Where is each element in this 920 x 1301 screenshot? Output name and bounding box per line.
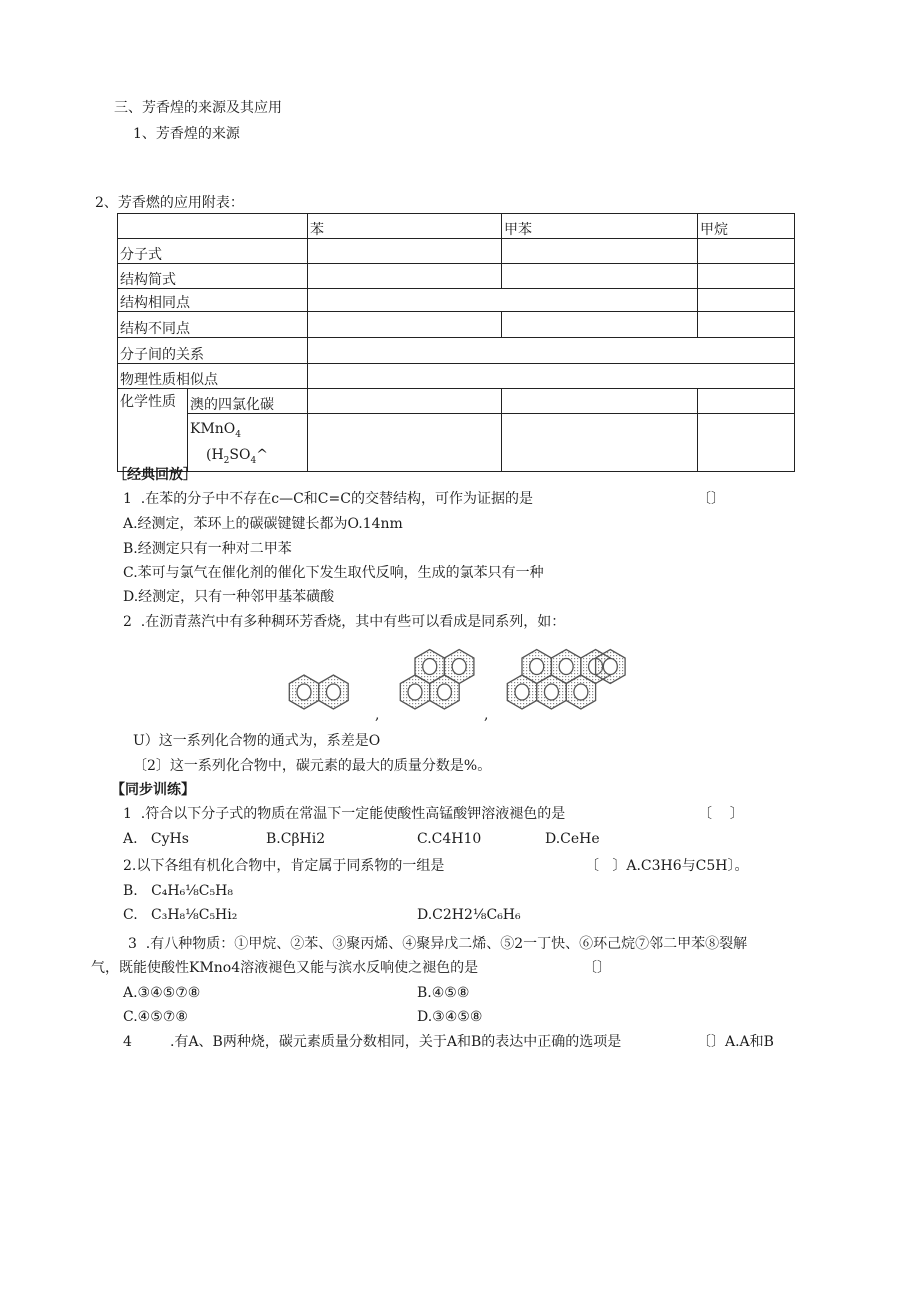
aromatic-circle — [423, 659, 437, 675]
sync-q1-paren: 〔 〕 — [698, 806, 744, 822]
sync-q2-paren: 〔 〕A.C3H6与C5H〕。 — [585, 858, 749, 874]
sync-q3-c[interactable]: C.④⑤⑦⑧ — [123, 1009, 188, 1025]
subsection-application: 2、芳香燃的应用附表： — [95, 195, 244, 211]
cell[interactable] — [502, 389, 698, 414]
diagram-separator: , — [484, 707, 489, 723]
sync-q1: 1 .符合以下分子式的物质在常温下一定能使酸性高锰酸钾溶液褪色的是 — [123, 806, 566, 822]
row-label-formula: 分子式 — [118, 239, 308, 264]
cell[interactable] — [308, 264, 502, 289]
cell[interactable] — [308, 289, 698, 312]
col-header-methane: 甲烷 — [698, 214, 795, 239]
classic-q2: 2 .在沥青蒸汽中有多种稠环芳香烧，其中有些可以看成是同系列，如： — [123, 614, 566, 630]
row-label-diff: 结构不同点 — [118, 312, 308, 338]
sync-q3-paren: 〔〕 — [583, 960, 611, 976]
aromatic-circle — [297, 684, 311, 700]
cell[interactable] — [502, 414, 698, 472]
polycyclic-aromatics-diagram — [280, 640, 640, 730]
aromatic-circle — [452, 659, 466, 675]
row-label-bromine: 澳的四氯化碳 — [188, 389, 308, 414]
sync-q3-line2: 气，既能使酸性KMno4溶液褪色又能与滨水反响使之褪色的是 — [91, 960, 479, 976]
section-title: 三、芳香煌的来源及其应用 — [114, 100, 282, 116]
sync-q2: 2.以下各组有机化合物中，肯定属于同系物的一组是 — [123, 858, 445, 874]
aromatic-circle — [326, 684, 340, 700]
sync-q3-a[interactable]: A.③④⑤⑦⑧ — [123, 985, 201, 1001]
subsection-source: 1、芳香煌的来源 — [133, 126, 240, 142]
cell[interactable] — [308, 312, 502, 338]
aromatic-table — [117, 213, 795, 472]
aromatic-circle — [559, 659, 573, 675]
classic-q1: 1 .在苯的分子中不存在c—C和C=C的交替结构，可作为证据的是 — [123, 491, 533, 507]
row-label-chemical: 化学性质 — [118, 389, 188, 472]
sync-q3-b[interactable]: B.④⑤⑧ — [417, 985, 470, 1001]
cell[interactable] — [698, 312, 795, 338]
cell[interactable] — [698, 289, 795, 312]
row-label-physical: 物理性质相似点 — [118, 364, 308, 389]
row-label-structure: 结构简式 — [118, 264, 308, 289]
aromatic-circle — [530, 659, 544, 675]
aromatic-circle — [574, 684, 588, 700]
cell[interactable] — [502, 264, 698, 289]
sync-q1-a[interactable]: A. CyHs — [123, 831, 189, 847]
col-header-benzene: 苯 — [308, 214, 502, 239]
aromatic-circle — [544, 684, 558, 700]
row-label-kmno4: KMnO$_4$ ($H_2SO_4\^{}$ — [188, 414, 308, 472]
aromatic-circle — [515, 684, 529, 700]
aromatic-circle — [603, 659, 617, 675]
sync-heading: 【同步训练】 — [111, 782, 195, 798]
table-corner — [118, 214, 308, 239]
cell[interactable] — [698, 389, 795, 414]
cell[interactable] — [502, 312, 698, 338]
sync-q1-c[interactable]: C.C4H10 — [417, 831, 482, 847]
sync-q3-line1: 3 .有八种物质：①甲烷、②苯、③聚丙烯、④聚异戊二烯、⑤2一丁快、⑥环己烷⑦邻二甲苯⑧裂解 — [128, 936, 748, 952]
sync-q4: .有A、B两种烧，碳元素质量分数相同，关于A和B的表达中正确的选项是 — [170, 1034, 622, 1050]
classic-heading: ［经典回放］ — [113, 467, 197, 483]
sync-q2-d[interactable]: D.C2H2⅛C₆H₆ — [417, 907, 521, 923]
cell[interactable] — [698, 264, 795, 289]
sync-q2-b[interactable]: B. C₄H₆⅛C₅H₈ — [123, 883, 233, 899]
sync-q3-d[interactable]: D.③④⑤⑧ — [417, 1009, 483, 1025]
cell[interactable] — [308, 239, 502, 264]
row-label-same: 结构相同点 — [118, 289, 308, 312]
sync-q4-number: 4 — [123, 1034, 132, 1050]
classic-q1-a[interactable]: A.经测定，苯环上的碳碳键键长都为O.14nm — [123, 516, 403, 532]
classic-q1-c[interactable]: C.苯可与氯气在催化剂的催化下发生取代反响，生成的氯苯只有一种 — [123, 565, 544, 581]
sync-q2-c[interactable]: C. C₃H₈⅛C₅Hi₂ — [123, 907, 238, 923]
classic-q1-paren: 〔〕 — [697, 491, 725, 507]
classic-q2-part2: 〔2〕这一系列化合物中，碳元素的最大的质量分数是%。 — [133, 758, 492, 774]
cell[interactable] — [308, 414, 502, 472]
cell[interactable] — [308, 364, 795, 389]
sync-q4-tail: 〔〕A.A和B — [697, 1034, 774, 1050]
classic-q1-d[interactable]: D.经测定，只有一种邻甲基苯磺酸 — [123, 589, 335, 605]
cell[interactable] — [698, 239, 795, 264]
sync-q1-b[interactable]: B.CβHi2 — [266, 831, 326, 847]
col-header-toluene: 甲苯 — [502, 214, 698, 239]
cell[interactable] — [698, 414, 795, 472]
sync-q1-d[interactable]: D.CeHe — [545, 831, 600, 847]
diagram-separator: , — [375, 707, 380, 723]
classic-q2-part1: U）这一系列化合物的通式为，系差是O — [133, 733, 381, 749]
cell[interactable] — [308, 338, 795, 364]
cell[interactable] — [308, 389, 502, 414]
classic-q1-b[interactable]: B.经测定只有一种对二甲苯 — [123, 541, 292, 557]
aromatic-circle — [408, 684, 422, 700]
row-label-relation: 分子间的关系 — [118, 338, 308, 364]
aromatic-circle — [437, 684, 451, 700]
cell[interactable] — [502, 239, 698, 264]
